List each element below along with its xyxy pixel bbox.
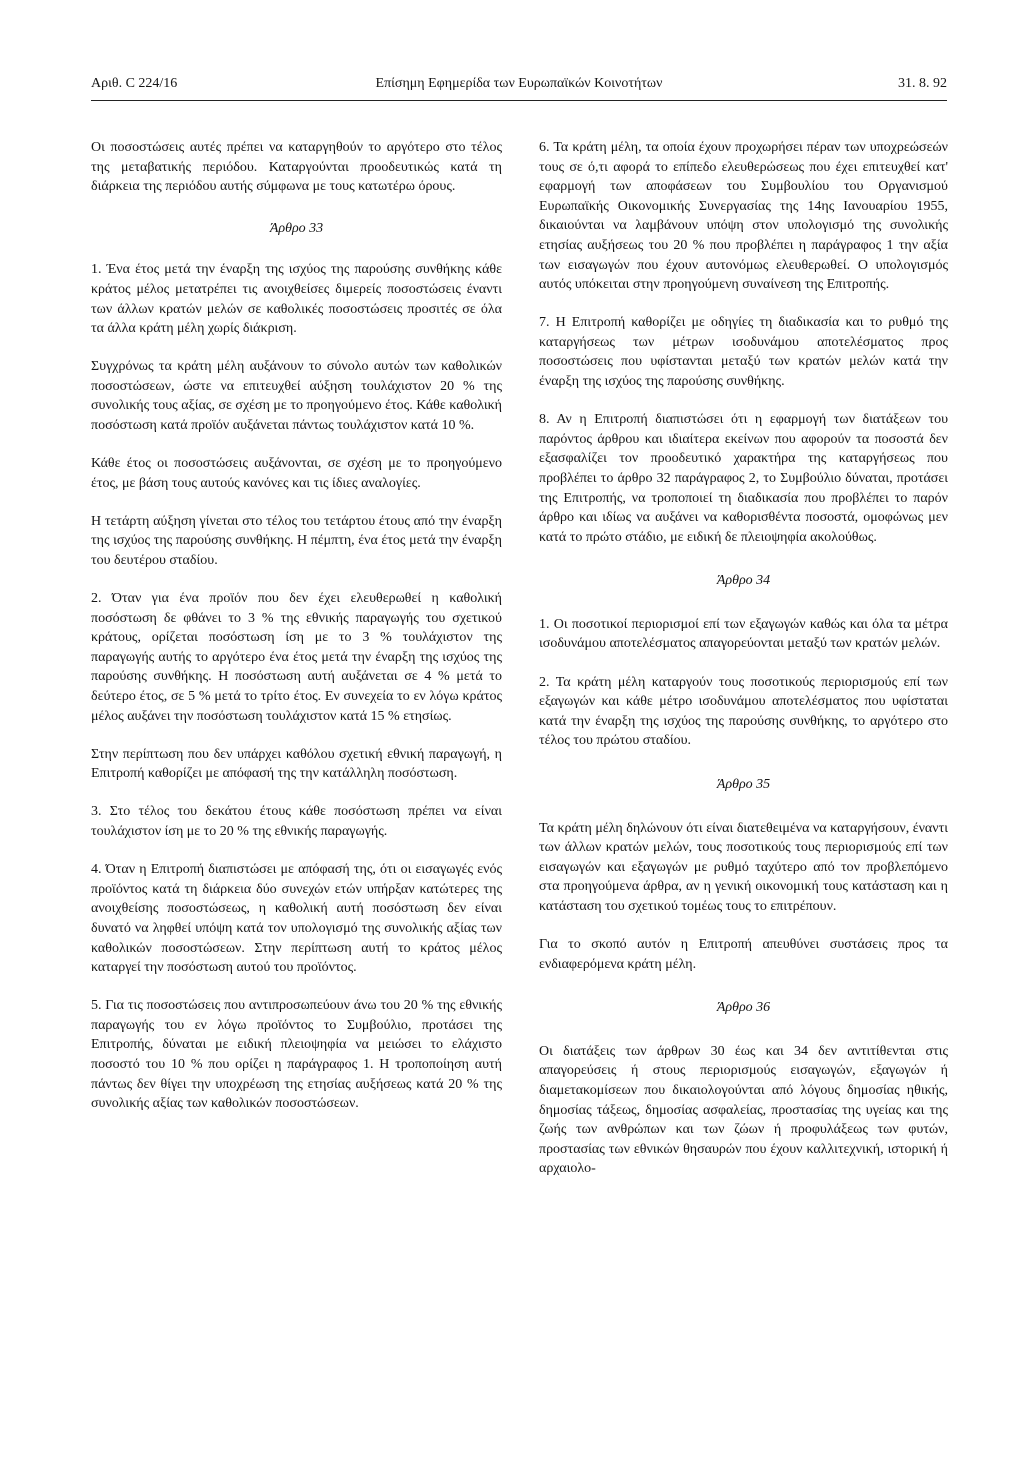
- paragraph: Τα κράτη μέλη δηλώνουν ότι είναι διατεθειμένα να καταργήσουν, έναντι των άλλων κρατών μελών, τους ποσοτικούς τους περιορισμούς επί των εισαγωγών και εξαγωγών με ρυθμό ταχύτερο από τον προβλεπόμενο στα προηγούμενα άρθρα, αν η γενική οικονομική τους κατάσταση και η κατάσταση του σχετικού τομέως τους το επιτρέπουν.: [539, 820, 948, 914]
- journal-title: Επίσημη Εφημερίδα των Ευρωπαϊκών Κοινοτήτων: [375, 76, 663, 91]
- header-rule: [91, 100, 947, 101]
- paragraph: Για το σκοπό αυτόν η Επιτροπή απευθύνει συστάσεις προς τα ενδιαφερόμενα κράτη μέλη.: [539, 937, 948, 972]
- paragraph: 8. Αν η Επιτροπή διαπιστώσει ότι η εφαρμογή των διατάξεων του παρόντος άρθρου και ιδιαίτερα εκείνων που αφορούν τα ποσοστά δεν εξασφαλίζει τον προοδευτικό χαρακτήρα της καταργήσεως που προβλέπει το άρθρο 32 παράγραφος 2, το Συμβούλιο δύναται, προτάσει της Επιτροπής, να τροποποιεί τη διαδικασία που προβλέπει το παρόν άρθρο και ιδίως να αυξάνει να καθορισθέντα ποσοστά, ομοφώνως μεν κατά το πρώτο στάδιο, με ειδική δε πλειοψηφία ακολούθως.: [539, 412, 948, 545]
- paragraph: Οι διατάξεις των άρθρων 30 έως και 34 δεν αντιτίθενται στις απαγορεύσεις ή στους περιορισμούς εισαγωγών, εξαγωγών ή διαμετακομίσεων που δικαιολογούνται από λόγους δημοσίας ηθικής, δημοσίας τάξεως, δημοσίας ασφαλείας, προστασίας της υγείας και της ζωής των ανθρώπων και των ζώων ή προφυλάξεως των φυτών, προστασίας των εθνικών θησαυρών που έχουν καλλιτεχνική, ιστορική ή αρχαιολο-: [539, 1043, 948, 1177]
- paragraph: Οι ποσοστώσεις αυτές πρέπει να καταργηθούν το αργότερο στο τέλος της μεταβατικής περιόδου. Καταργούνται προοδευτικώς κατά τη διάρκεια της περιόδου αυτής σύμφωνα με τους κατωτέρω όρους.: [91, 140, 502, 195]
- issue-date: 31. 8. 92: [898, 76, 947, 91]
- paragraph: 1. Οι ποσοτικοί περιορισμοί επί των εξαγωγών καθώς και όλα τα μέτρα ισοδυνάμου αποτελέσματος απαγορεύονται μεταξύ των κρατών μελών.: [539, 616, 948, 652]
- page-header: [91, 76, 947, 98]
- paragraph: 2. Όταν για ένα προϊόν που δεν έχει ελευθερωθεί η καθολική ποσόστωση δε φθάνει το 3 % της εθνικής παραγωγής του σχετικού κράτους, ορίζεται ποσόστωση ίση με το 3 % τουλάχιστον της παραγωγής αυτής το αργότερο ένα έτος μετά την έναρξη της ισχύος της παρούσης συνθήκης. Η ποσόστωση αυτή αυξάνεται σε 4 % μετά το δεύτερο έτος, σε 5 % μετά το τρίτο έτος. Εν συνεχεία το εν λόγω κράτος μέλος αυξάνει την ποσόστωση τουλάχιστον κατά 15 % ετησίως.: [91, 591, 502, 724]
- left-column: [91, 138, 502, 1132]
- right-column: [539, 138, 948, 1197]
- issue-number: Αριθ. C 224/16: [91, 76, 178, 91]
- paragraph: 1. Ένα έτος μετά την έναρξη της ισχύος της παρούσης συνθήκης κάθε κράτος μέλος μετατρέπει τις ανοιχθείσες διμερείς ποσοστώσεις έναντι των άλλων κρατών μελών σε καθολικές ποσοστώσεις προσιτές σε όλα τα άλλα κράτη μέλη χωρίς διάκριση.: [91, 262, 502, 337]
- paragraph: 6. Τα κράτη μέλη, τα οποία έχουν προχωρήσει πέραν των υποχρεώσεών τους σε ό,τι αφορά το επίπεδο ελευθερώσεως που έχει επιτευχθεί κατ' εφαρμογή των αποφάσεων του Συμβουλίου του Οργανισμού Ευρωπαϊκής Οικονομικής Συνεργασίας της 14ης Ιανουαρίου 1955, δικαιούνται να λαμβάνουν υπόψη στον υπολογισμό της συνολικής ετησίας αυξήσεως του 20 % που προβλέπει η παράγραφος 1 την αξία των εισαγωγών που έχουν αυτονόμως ελευθερωθεί. Ο υπολογισμός αυτός υπόκειται στην προηγούμενη συναίνεση της Επιτροπής.: [539, 140, 948, 293]
- paragraph: 5. Για τις ποσοστώσεις που αντιπροσωπεύουν άνω του 20 % της εθνικής παραγωγής του εν λόγω προϊόντος το Συμβούλιο, προτάσει της Επιτροπής, δύναται με ειδική πλειοψηφία να μειώσει το ελάχιστο ποσοστό του 10 % που ορίζει η παράγραφος 1. Η τροποποίηση αυτή πάντως δεν θίγει την υποχρέωση της ετησίας αυξήσεως κατά 20 % της συνολικής αξίας των καθολικών ποσοστώσεων.: [91, 998, 502, 1112]
- paragraph: 7. Η Επιτροπή καθορίζει με οδηγίες τη διαδικασία και το ρυθμό της καταργήσεως των μέτρων ισοδυνάμου αποτελέσματος προς ποσοστώσεις που υφίστανται μεταξύ των κρατών μελών κατά την έναρξη της ισχύος της παρούσης συνθήκης.: [539, 315, 948, 390]
- paragraph: 2. Τα κράτη μέλη καταργούν τους ποσοτικούς περιορισμούς επί των εξαγωγών και κάθε μέτρο ισοδυνάμου αποτελέσματος που υφίσταται κατά την έναρξη της ισχύος της παρούσης συνθήκης, το αργότερο στο τέλος του πρώτου σταδίου.: [539, 674, 948, 749]
- article-title-34: Άρθρο 34: [716, 573, 771, 589]
- paragraph: Η τετάρτη αύξηση γίνεται στο τέλος του τετάρτου έτους από την έναρξη της ισχύος της παρούσης συνθήκης. Η πέμπτη, ένα έτος μετά την έναρξη του δευτέρου σταδίου.: [91, 513, 502, 568]
- paragraph: Συγχρόνως τα κράτη μέλη αυξάνουν το σύνολο αυτών των καθολικών ποσοστώσεων, ώστε να επιτευχθεί αύξηση τουλάχιστον 20 % της συνολικής τους αξίας, σε σχέση με το προηγούμενο έτος. Κάθε καθολική ποσόστωση κατά προϊόν αυξάνεται πάντως τουλάχιστον κατά 10 %.: [91, 359, 502, 434]
- paragraph: 4. Όταν η Επιτροπή διαπιστώσει με απόφασή της, ότι οι εισαγωγές ενός προϊόντος κατά τη διάρκεια δύο συνεχών ετών υπήρξαν κατώτερες της ανοιχθείσης ποσοστώσεως, η καθολική αυτή ποσόστωση δεν είναι δυνατό να ληφθεί υπόψη κατά τον υπολογισμό της συνολικής αξίας των καθολικών ποσοστώσεων. Στην περίπτωση αυτή το κράτος μέλος καταργεί την ποσόστωση αυτού του προϊόντος.: [91, 862, 502, 976]
- article-title-35: Άρθρο 35: [716, 776, 771, 792]
- article-title-36: Άρθρο 36: [716, 1000, 771, 1016]
- paragraph: 3. Στο τέλος του δεκάτου έτους κάθε ποσόστωση πρέπει να είναι τουλάχιστον ίση με το 20 % της εθνικής παραγωγής.: [91, 804, 502, 840]
- paragraph: Στην περίπτωση που δεν υπάρχει καθόλου σχετική εθνική παραγωγή, η Επιτροπή καθορίζει με απόφασή της την κατάλληλη ποσόστωση.: [91, 746, 502, 782]
- article-title-33: Άρθρο 33: [269, 220, 324, 236]
- paragraph: Κάθε έτος οι ποσοστώσεις αυξάνονται, σε σχέση με το προηγούμενο έτος, με βάση τους αυτούς κανόνες και τις ίδιες αναλογίες.: [91, 456, 502, 491]
